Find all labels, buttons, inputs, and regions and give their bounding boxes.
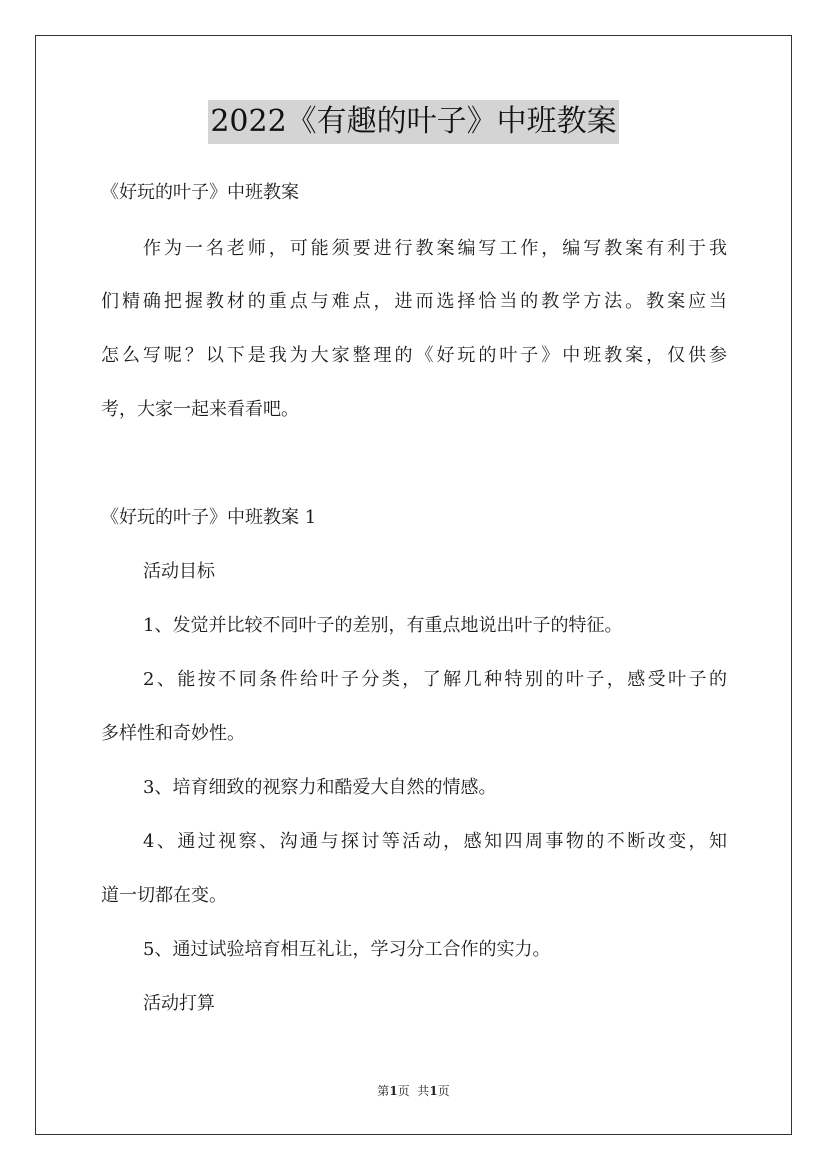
footer-prefix: 第 (377, 1084, 390, 1098)
document-title: 2022《有趣的叶子》中班教案 (208, 100, 618, 144)
title-container (0, 100, 827, 144)
goal-item-4-line-1: 4、通过视察、沟通与探讨等活动，感知四周事物的不断改变，知 (143, 831, 727, 852)
page-footer (0, 1082, 827, 1100)
goal-item-3: 3、培育细致的视察力和酷爱大自然的情感。 (143, 777, 497, 798)
section-heading: 《好玩的叶子》中班教案 1 (101, 507, 317, 528)
intro-line-1: 作为一名老师，可能须要进行教案编写工作，编写教案有利于我 (143, 238, 727, 259)
document-subtitle: 《好玩的叶子》中班教案 (101, 182, 299, 203)
intro-line-2: 们精确把握教材的重点与难点，进而选择恰当的教学方法。教案应当 (101, 291, 727, 312)
goals-heading: 活动目标 (143, 561, 215, 582)
goal-item-1: 1、发觉并比较不同叶子的差别，有重点地说出叶子的特征。 (143, 615, 623, 636)
goal-item-2-line-1: 2、能按不同条件给叶子分类，了解几种特别的叶子，感受叶子的 (143, 669, 727, 690)
intro-line-3: 怎么写呢？以下是我为大家整理的《好玩的叶子》中班教案，仅供参 (101, 345, 727, 366)
intro-line-4: 考，大家一起来看看吧。 (101, 399, 299, 420)
goal-item-2-line-2: 多样性和奇妙性。 (101, 723, 245, 744)
goal-item-5: 5、通过试验培育相互礼让，学习分工合作的实力。 (143, 939, 551, 960)
footer-suffix: 页 (437, 1084, 450, 1098)
footer-total-pages: 1 (429, 1084, 438, 1098)
goal-item-4-line-2: 道一切都在变。 (101, 885, 227, 906)
preparation-heading: 活动打算 (143, 993, 215, 1014)
footer-page-number: 1 (389, 1084, 398, 1098)
footer-mid: 页 共 (397, 1084, 430, 1098)
